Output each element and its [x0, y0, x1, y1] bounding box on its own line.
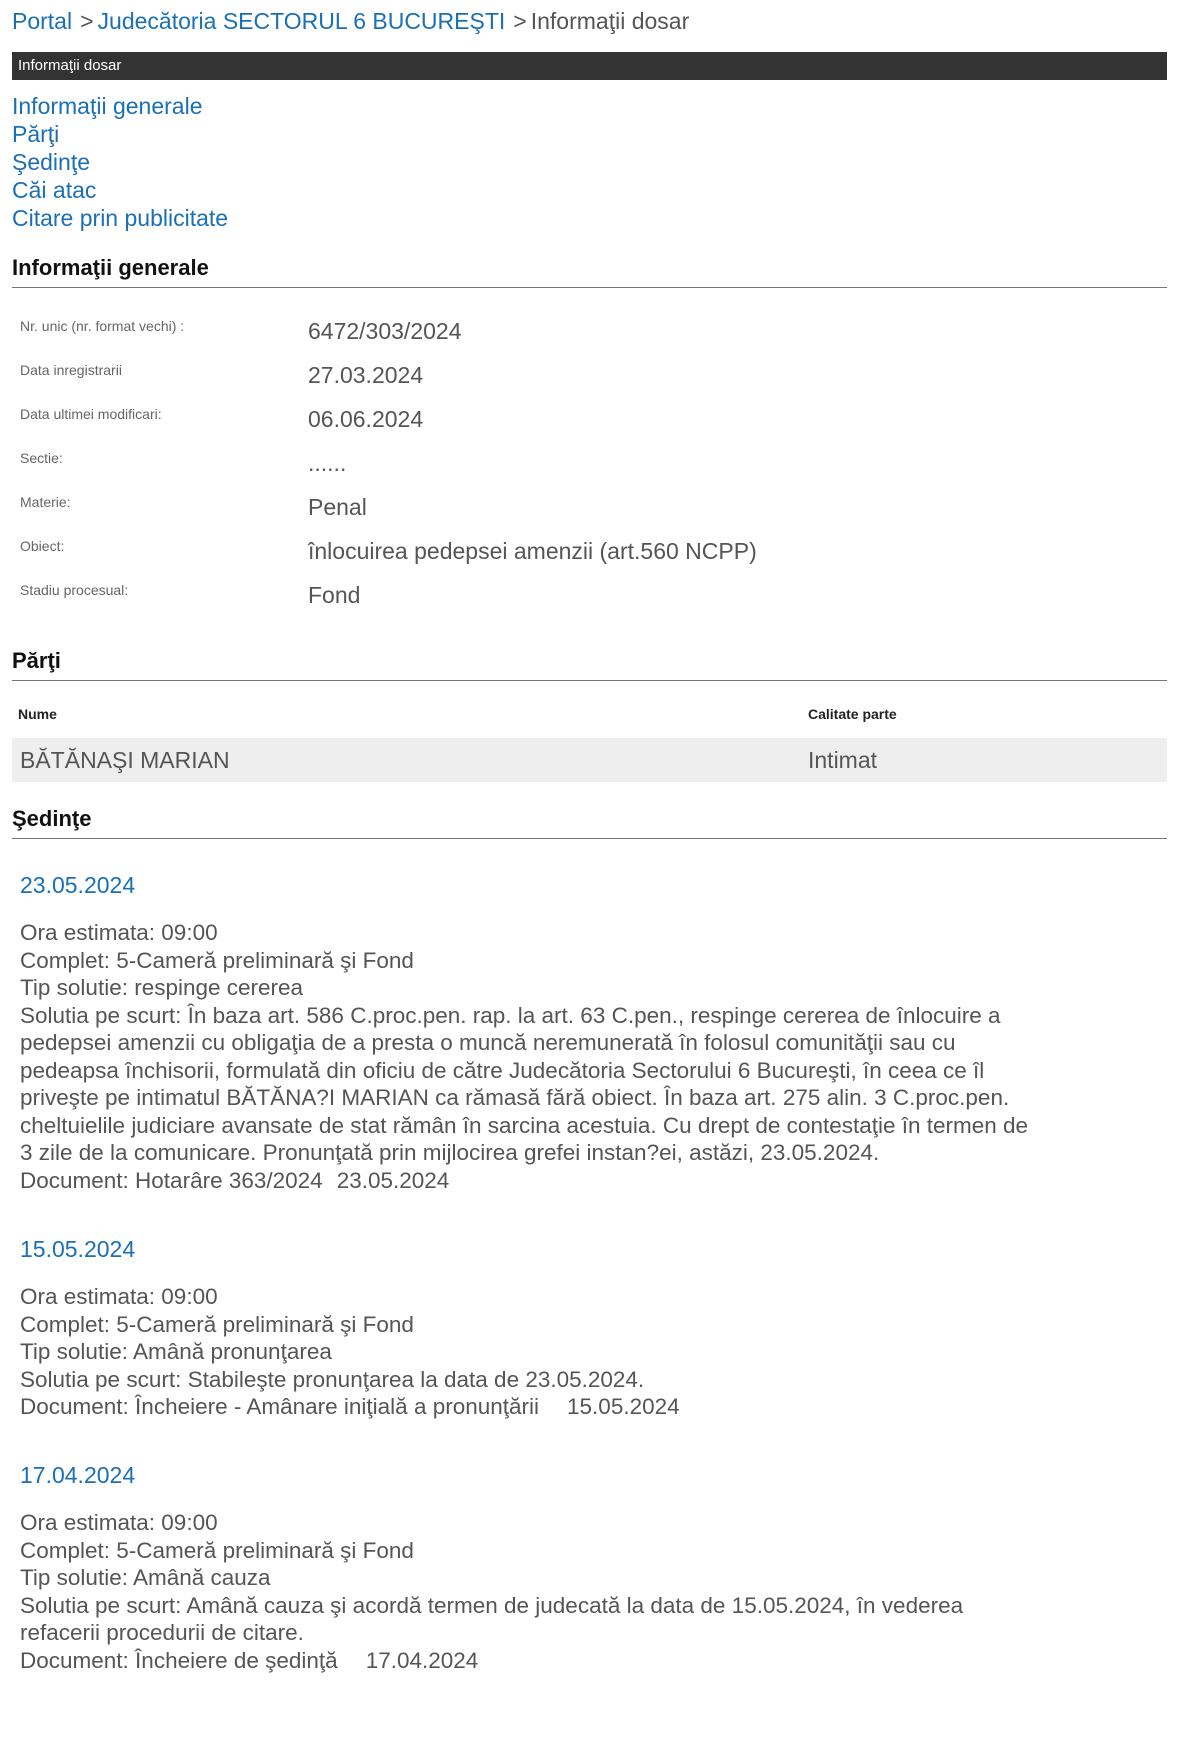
hearing-solution-line: priveşte pe intimatul BĂTĂNA?I MARIAN ca rămasă fără obiect. În baza art. 275 alin. 3 C.proc.pen. — [20, 1085, 1010, 1110]
nav-link-informatii-generale[interactable]: Informaţii generale — [12, 93, 203, 119]
info-value: înlocuirea pedepsei amenzii (art.560 NCPP) — [308, 538, 757, 564]
info-label: Obiect: — [20, 538, 65, 554]
hearing-time: Ora estimata: 09:00 — [20, 1284, 218, 1309]
hearing-document-date: 15.05.2024 — [567, 1394, 680, 1419]
info-row-nr-unic — [20, 310, 1160, 354]
section-nav — [12, 92, 228, 232]
info-value: 6472/303/2024 — [308, 318, 462, 344]
info-label: Sectie: — [20, 450, 63, 466]
info-row-stadiu-procesual — [20, 574, 1160, 618]
column-header-nume: Nume — [18, 706, 57, 722]
general-info-table — [20, 310, 1160, 618]
info-label: Data inregistrarii — [20, 362, 122, 378]
info-value: 06.06.2024 — [308, 406, 424, 432]
hearing-document-name: Document: Hotarâre 363/2024 — [20, 1167, 323, 1193]
hearing-document-name: Document: Încheiere - Amânare iniţială a pronunţării — [20, 1394, 540, 1419]
info-value: 27.03.2024 — [308, 362, 424, 388]
info-value: Penal — [308, 494, 367, 520]
info-value: Fond — [308, 582, 361, 608]
hearing-date: 15.05.2024 — [20, 1236, 136, 1262]
hearing-panel: Complet: 5-Cameră preliminară şi Fond — [20, 947, 414, 973]
breadcrumb — [12, 8, 689, 35]
info-value: ...... — [308, 450, 347, 476]
hearing-solution-line: pedeapsa închisorii, formulată din oficiu de către Judecătoria Sectorului 6 Bucureşti, în ceea ce îl — [20, 1057, 985, 1083]
hearing-panel: Complet: 5-Cameră preliminară şi Fond — [20, 1311, 414, 1337]
hearing-solution-line: refacerii procedurii de citare. — [20, 1620, 304, 1645]
hearing-document — [20, 1167, 1150, 1195]
hearing-solution-type: Tip solutie: respinge cererea — [20, 975, 304, 1000]
info-label: Stadiu procesual: — [20, 582, 129, 598]
breadcrumb-current: Informaţii dosar — [530, 8, 690, 34]
hearing-solution-line: Solutia pe scurt: Stabileşte pronunţarea la data de 23.05.2024. — [20, 1366, 645, 1392]
section-heading-informatii-generale: Informaţii generale — [12, 255, 1167, 288]
hearing-solution-line: 3 zile de la comunicare. Pronunţată prin mijlocirea grefei instan?ei, astăzi, 23.05.2024. — [20, 1140, 880, 1165]
page-title-bar: Informaţii dosar — [12, 52, 1167, 80]
hearing-solution-type: Tip solutie: Amână pronunţarea — [20, 1339, 332, 1364]
hearing-solution-type: Tip solutie: Amână cauza — [20, 1565, 271, 1590]
hearing-solution-line: Solutia pe scurt: În baza art. 586 C.proc.pen. rap. la art. 63 C.pen., respinge cererea de înlocuire a — [20, 1002, 1001, 1028]
party-role: Intimat — [808, 747, 878, 773]
party-name: BĂTĂNAŞI MARIAN — [20, 747, 230, 773]
info-row-data-inregistrarii — [20, 354, 1160, 398]
info-label: Nr. unic (nr. format vechi) : — [20, 318, 185, 334]
parti-table-header — [18, 706, 1168, 722]
hearing-entry — [20, 872, 1150, 1194]
info-row-sectie — [20, 442, 1160, 486]
hearing-date: 23.05.2024 — [20, 872, 136, 898]
hearing-document-name: Document: Încheiere de şedinţă — [20, 1647, 338, 1673]
hearing-time: Ora estimata: 09:00 — [20, 1510, 218, 1535]
breadcrumb-court-link[interactable]: Judecătoria SECTORUL 6 BUCUREŞTI — [97, 8, 506, 34]
section-heading-parti: Părţi — [12, 648, 1167, 681]
hearing-panel: Complet: 5-Cameră preliminară şi Fond — [20, 1537, 414, 1563]
hearing-document-date: 23.05.2024 — [336, 1167, 450, 1193]
hearing-entry — [20, 1236, 1150, 1421]
column-header-calitate-parte: Calitate parte — [808, 706, 897, 722]
breadcrumb-portal-link[interactable]: Portal — [12, 8, 73, 34]
hearing-document-date: 17.04.2024 — [365, 1647, 479, 1673]
info-label: Materie: — [20, 494, 71, 510]
hearing-document — [20, 1393, 1150, 1421]
breadcrumb-separator: > — [513, 8, 527, 34]
hearing-solution-line: pedepsei amenzii cu obligaţia de a presta o muncă neremunerată în folosul comunităţii sau cu — [20, 1030, 956, 1055]
info-row-obiect — [20, 530, 1160, 574]
info-row-materie — [20, 486, 1160, 530]
info-row-data-ultimei-modificari — [20, 398, 1160, 442]
hearing-date: 17.04.2024 — [20, 1462, 136, 1488]
hearing-time: Ora estimata: 09:00 — [20, 920, 218, 945]
section-heading-sedinte: Şedinţe — [12, 806, 1167, 839]
nav-link-cai-atac[interactable]: Căi atac — [12, 177, 97, 203]
nav-link-parti[interactable]: Părţi — [12, 121, 60, 147]
hearing-document — [20, 1647, 1150, 1675]
hearing-solution-line: Solutia pe scurt: Amână cauza şi acordă termen de judecată la data de 15.05.2024, în vederea — [20, 1592, 964, 1618]
breadcrumb-separator: > — [80, 8, 94, 34]
nav-link-citare-prin-publicitate[interactable]: Citare prin publicitate — [12, 205, 229, 231]
hearing-solution-line: cheltuielile judiciare avansate de stat rămân în sarcina acestuia. Cu drept de contestaţie în termen de — [20, 1112, 1029, 1138]
info-label: Data ultimei modificari: — [20, 406, 162, 422]
nav-link-sedinte[interactable]: Şedinţe — [12, 149, 91, 175]
table-row — [12, 738, 1167, 782]
hearing-entry — [20, 1462, 1150, 1674]
